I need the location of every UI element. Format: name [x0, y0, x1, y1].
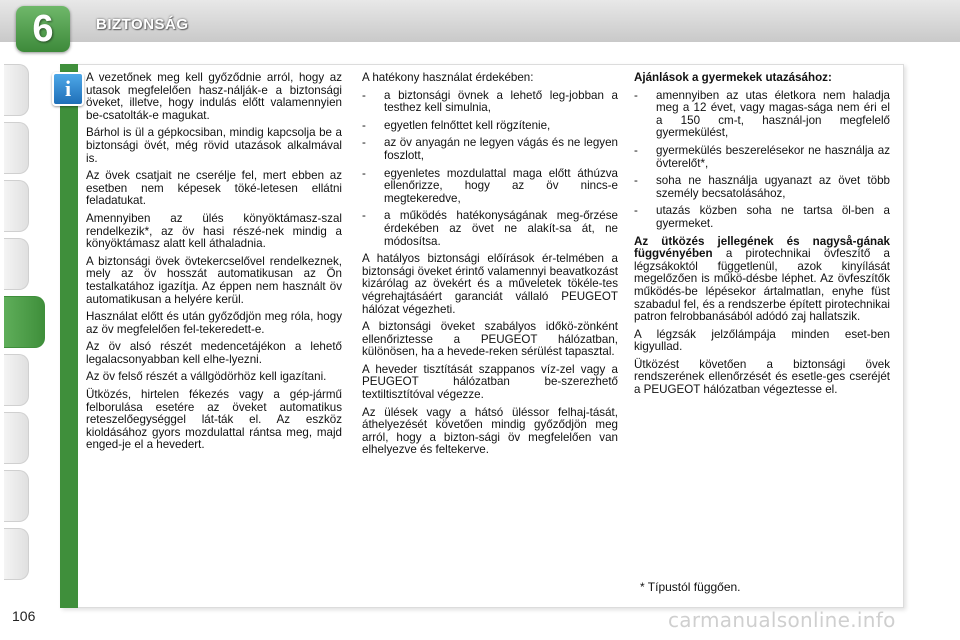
column-1 [86, 72, 342, 457]
chapter-tab[interactable] [4, 180, 29, 232]
watermark: carmanualsonline.info [668, 608, 896, 632]
footnote: * Típustól függően. [640, 580, 741, 594]
paragraph: Az ülések vagy a hátsó üléssor felhaj-tását, áthelyezését követően mindig győződjön meg arról, hogy a bizton-sági öv megfelelően van elhelyezve és feltekerve. [362, 405, 618, 457]
column-3 [634, 72, 890, 402]
chapter-tab[interactable] [4, 238, 29, 290]
paragraph: A heveder tisztítását szappanos víz-zel vagy a PEUGEOT hálózatban be-szerezhető textiltisztítóval végezze. [362, 362, 618, 402]
chapter-tab[interactable] [4, 412, 29, 464]
chapter-tab[interactable] [4, 122, 29, 174]
green-strip [60, 64, 78, 608]
paragraph: A biztonsági öveket szabályos időkö-zönként ellenőriztesse a PEUGEOT hálózatban, különösen, ha a hevede-reken sérülést tapasztal. [362, 320, 618, 359]
section-heading: Ajánlások a gyermekek utazásához: [634, 71, 832, 84]
list-item: - soha ne használja ugyanazt az övet több személy becsatolásához, [634, 174, 890, 200]
paragraph: Amennyiben az ülés könyöktámasz-szal rendelkezik*, az öv hasi részé-nek mindig a könyöktámasz alatt kell áthaladnia. [86, 211, 342, 251]
paragraph: A hatályos biztonsági előírások ér-telmében a biztonsági öveket érintő valamennyi beavatkozást kizárólag az övekért és a műveletek tökéle-tes végrehajtásáért garanciát vállaló PEUGEOT hálózat végezheti. [362, 252, 618, 316]
chapter-tab[interactable] [4, 354, 29, 406]
paragraph: Az öv alsó részét medencetájékon a lehető legalacsonyabban kell elhe-lyezni. [86, 340, 342, 366]
info-icon: i [52, 72, 84, 106]
chapter-tab[interactable] [4, 528, 29, 580]
list-item: - az öv anyagán ne legyen vágás és ne legyen foszlott, [362, 136, 618, 162]
paragraph [634, 236, 890, 324]
paragraph: Ütközést követően a biztonsági övek rendszerének ellenőrzését és esetle-ges cseréjét a PEUGEOT hálózatban végeztesse el. [634, 357, 890, 397]
paragraph: A légzsák jelzőlámpája minden eset-ben kigyullad. [634, 327, 890, 354]
list-item: - utazás közben soha ne tartsa öl-ben a gyermeket. [634, 204, 890, 230]
chapter-tab[interactable] [4, 470, 29, 522]
paragraph: A biztonsági övek övtekercselővel rendelkeznek, mely az öv hosszát automatikusan az Ön testalkatához igazítja. Az éppen nem használt öv automatikusan a helyére kerül. [86, 254, 342, 306]
page-title: BIZTONSÁG [96, 16, 189, 33]
paragraph: Az övek csatjait ne cserélje fel, mert ebben az esetben nem képesek töké-letesen ellátni feladatukat. [86, 169, 342, 208]
list-item: - egyetlen felnőttet kell rögzítenie, [362, 118, 551, 132]
list-item: - amennyiben az utas életkora nem haladja meg a 12 évet, vagy magas-sága nem éri el a 150 cm-t, használ-jon megfelelő gyermekülést, [634, 88, 890, 140]
chapter-number: 6 [32, 8, 54, 50]
list-item: - a biztonsági övnek a lehető leg-jobban a testhez kell simulnia, [362, 88, 618, 115]
chapter-tab[interactable] [4, 64, 29, 116]
paragraph: A vezetőnek meg kell győződnie arról, hogy az utasok megfelelően hasz-nálják-e a biztonsági öveket, illetve, hogy indulás előtt valamennyien be-csatolták-e magukat. [86, 71, 342, 122]
column-2 [362, 72, 618, 462]
paragraph-rest: a pirotechnikai övfeszítő a légzsákoktól függetlenül, azok kinyílását megelőzően is műkö-désbe léphet. Az övfeszítők működés-be lépésekor ártalmatlan, enyhe füst szabadul fel, és a rendszerbe épített pirotechnikai patron felrobbanásából adódó zaj hallatszik. [634, 247, 890, 324]
intro-text: A hatékony használat érdekében: [362, 71, 534, 84]
list-item: - egyenletes mozdulattal maga előtt áthúzva ellenőrizze, hogy az öv nincs-e megtekeredve, [362, 166, 618, 205]
page-number: 106 [12, 608, 36, 624]
paragraph: Használat előtt és után győződjön meg róla, hogy az öv megfelelően fel-tekeredett-e. [86, 310, 342, 336]
list-item: - gyermekülés beszerelésekor ne használja az övterelőt*, [634, 143, 890, 170]
paragraph: Bárhol is ül a gépkocsiban, mindig kapcsolja be a biztonsági övét, még rövid utazások alkalmával is. [86, 126, 342, 165]
paragraph: Ütközés, hirtelen fékezés vagy a gép-jármű felborulása esetére az öveket automatikus reteszelőegységgel lát-ták el. Az eszköz kioldásához gyors mozdulattal rántsa meg, majd enged-je el a hevedert. [86, 388, 342, 452]
list-item: - a működés hatékonyságának meg-őrzése érdekében az övet ne alakít-sa át, ne módosítsa. [362, 209, 618, 248]
chapter-tab-active[interactable] [4, 296, 45, 348]
bold-lead: Az ütközés jellegének és nagyså-gának függvényében [634, 234, 890, 261]
paragraph: Az öv felső részét a vállgödörhöz kell igazítani. [86, 370, 327, 384]
